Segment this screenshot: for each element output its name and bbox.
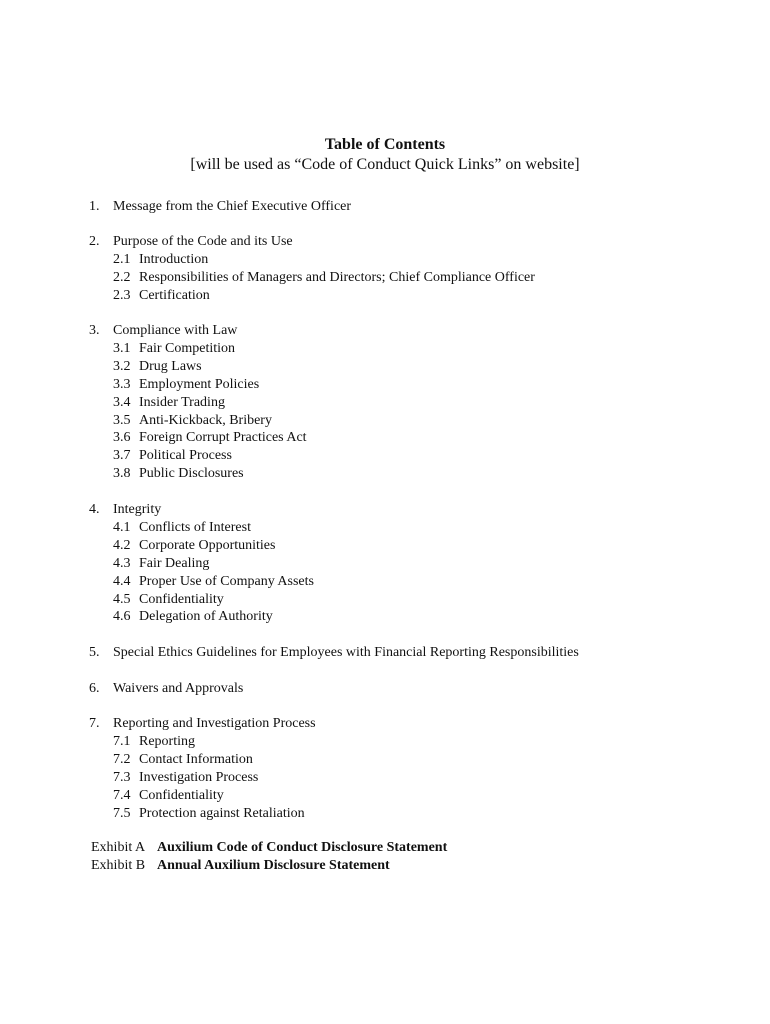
subsection-number: 3.4 [113, 394, 131, 410]
section-title: Compliance with Law [113, 323, 238, 338]
subsection-title: Corporate Opportunities [139, 537, 276, 553]
subsection-number: 2.1 [113, 251, 131, 267]
subsection-title: Proper Use of Company Assets [139, 573, 314, 589]
subsection-number: 3.2 [113, 358, 131, 374]
subsection-title: Insider Trading [139, 394, 225, 410]
section-title: Reporting and Investigation Process [113, 716, 316, 731]
subsection-title: Investigation Process [139, 769, 259, 785]
subsection-title: Fair Competition [139, 340, 236, 356]
subsection-title: Fair Dealing [139, 555, 210, 571]
subsection-title: Responsibilities of Managers and Directors; Chief Compliance Officer [139, 269, 535, 285]
section-number: 2. [89, 234, 100, 249]
subsection-title: Certification [139, 287, 210, 303]
subsection-title: Confidentiality [139, 591, 224, 607]
subsection-title: Employment Policies [139, 376, 260, 392]
section-number: 7. [89, 716, 100, 731]
subsection-title: Drug Laws [139, 358, 202, 374]
subsection-number: 7.2 [113, 751, 131, 767]
section-number: 5. [89, 645, 100, 660]
subsection-number: 3.3 [113, 376, 131, 392]
section-number: 3. [89, 323, 100, 338]
exhibit-label: Exhibit B [91, 858, 146, 873]
subsection-number: 4.2 [113, 537, 131, 553]
section-title: Special Ethics Guidelines for Employees with Financial Reporting Responsibilities [113, 645, 579, 660]
section-title: Purpose of the Code and its Use [113, 234, 293, 249]
subsection-number: 7.5 [113, 805, 131, 821]
subsection-number: 2.2 [113, 269, 131, 285]
subsection-number: 3.7 [113, 448, 131, 464]
subsection-title: Reporting [139, 733, 195, 749]
subsection-number: 3.1 [113, 340, 131, 356]
section-number: 4. [89, 502, 100, 517]
subsection-title: Conflicts of Interest [139, 519, 251, 535]
subsection-number: 4.5 [113, 591, 131, 607]
subsection-title: Introduction [139, 251, 209, 267]
exhibit-label: Exhibit A [91, 840, 146, 855]
subsection-number: 3.5 [113, 412, 131, 428]
section-title: Integrity [113, 502, 162, 517]
subsection-title: Confidentiality [139, 787, 224, 803]
page-title: Table of Contents [324, 136, 446, 153]
subsection-number: 7.4 [113, 787, 131, 803]
subsection-number: 2.3 [113, 287, 131, 303]
subsection-title: Protection against Retaliation [139, 805, 305, 821]
subsection-number: 4.1 [113, 519, 131, 535]
section-number: 1. [89, 199, 100, 214]
subsection-title: Anti-Kickback, Bribery [139, 412, 272, 428]
subsection-title: Public Disclosures [139, 466, 244, 482]
subsection-title: Contact Information [139, 751, 253, 767]
subsection-number: 7.1 [113, 733, 131, 749]
exhibit-title: Auxilium Code of Conduct Disclosure Statement [157, 840, 448, 855]
section-number: 6. [89, 681, 100, 696]
subsection-title: Political Process [139, 448, 232, 464]
exhibit-title: Annual Auxilium Disclosure Statement [157, 858, 390, 873]
subsection-number: 7.3 [113, 769, 131, 785]
subsection-number: 4.6 [113, 609, 131, 625]
subsection-number: 4.3 [113, 555, 131, 571]
subsection-number: 4.4 [113, 573, 131, 589]
page-subtitle: [will be used as “Code of Conduct Quick Links” on website] [190, 156, 580, 173]
subsection-title: Delegation of Authority [139, 609, 273, 625]
section-title: Message from the Chief Executive Officer [113, 199, 352, 214]
subsection-number: 3.8 [113, 466, 131, 482]
subsection-title: Foreign Corrupt Practices Act [139, 430, 307, 446]
subsection-number: 3.6 [113, 430, 131, 446]
section-title: Waivers and Approvals [113, 681, 244, 696]
